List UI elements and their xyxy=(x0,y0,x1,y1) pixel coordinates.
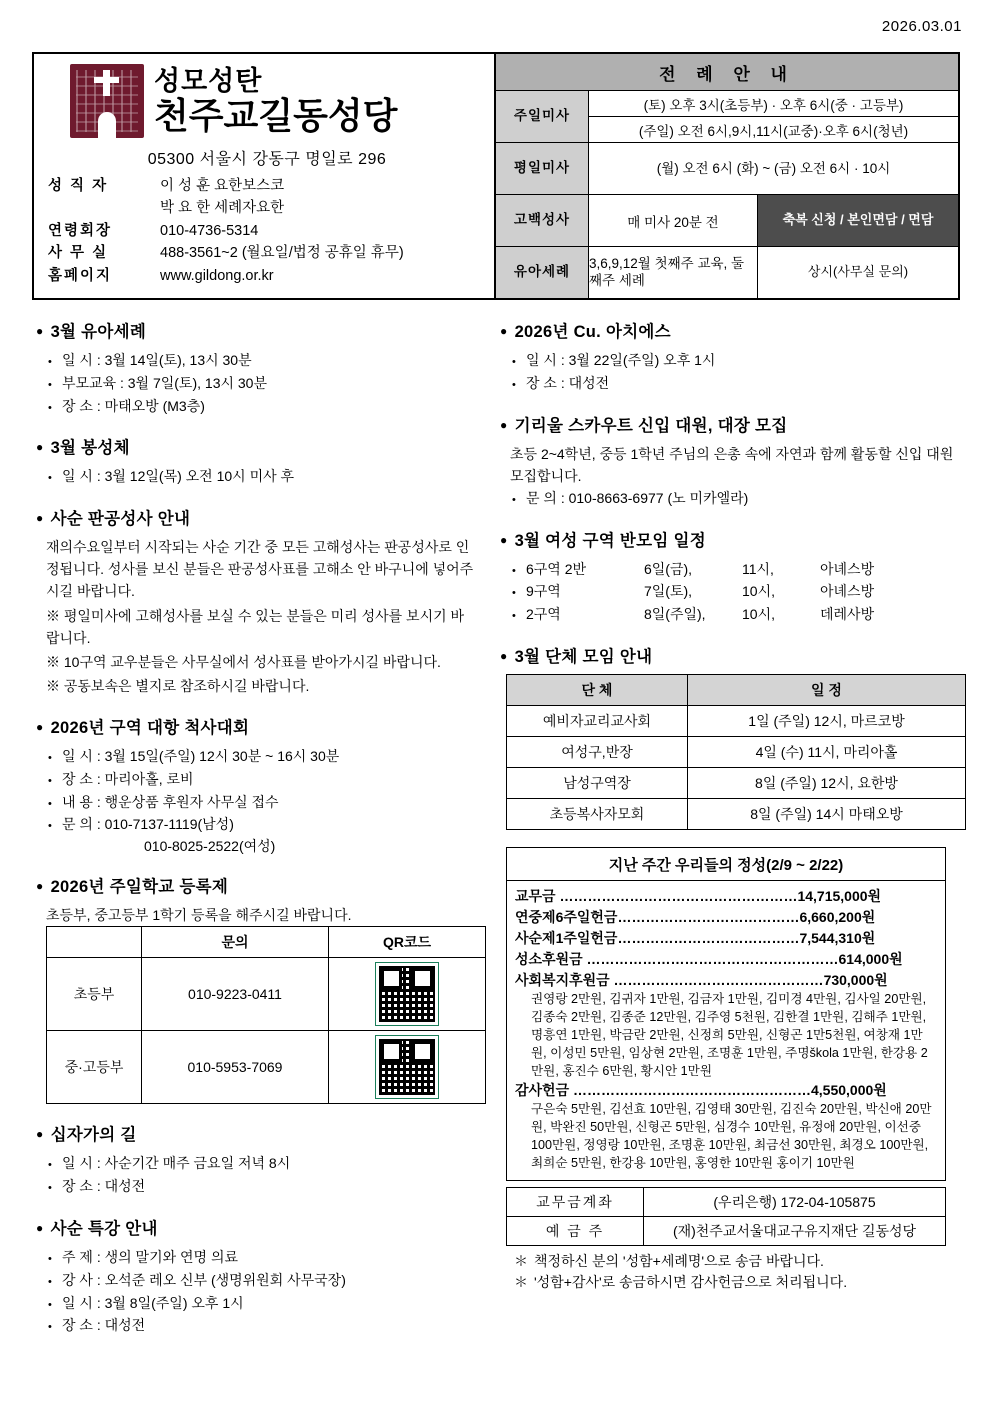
list-item-text: 일 시 : 3월 12일(목) 오전 10시 미사 후 xyxy=(62,468,295,485)
zone-place: 데레사방 xyxy=(820,606,875,623)
dot-icon: • xyxy=(512,378,516,391)
dot-icon: • xyxy=(48,1159,52,1172)
contact-value: 이 성 훈 요한보스코 xyxy=(160,178,285,194)
col-header-schedule: 일 정 xyxy=(688,675,966,706)
qr-code-cell[interactable] xyxy=(329,958,486,1031)
section-scout-recruit xyxy=(500,412,960,510)
row-phone: 010-5953-7069 xyxy=(142,1031,329,1104)
donation-amount: 730,000원 xyxy=(823,972,888,989)
donation-label: 감사헌금 xyxy=(515,1082,570,1099)
list-item-text: 장 소 : 대성전 xyxy=(62,1317,146,1334)
list-item xyxy=(512,603,960,626)
liturgy-schedule xyxy=(496,54,958,298)
list-item xyxy=(512,580,960,603)
donation-label: 사순제1주일헌금 xyxy=(515,930,618,947)
dot-icon: • xyxy=(48,1321,52,1334)
list-item xyxy=(48,349,476,372)
contact-label: 사 무 실 xyxy=(48,245,109,262)
section-group-meetings xyxy=(500,643,960,830)
section-title: 십자가의 길 xyxy=(50,1126,137,1145)
footnote-item xyxy=(514,1272,954,1293)
list-item xyxy=(48,395,476,418)
list-item xyxy=(48,1292,476,1315)
bullet-icon: ● xyxy=(500,649,508,664)
section-paragraph: 초등 2~4학년, 중등 1학년 주님의 은총 속에 자연과 함께 활동할 신입 대원 모집합니다. xyxy=(510,445,954,484)
church-logo-icon xyxy=(70,64,144,138)
masthead xyxy=(32,52,960,300)
donation-label: 성소후원금 xyxy=(515,951,583,968)
contact-subvalue: 박 요 한 세례자요한 xyxy=(160,200,285,217)
list-item xyxy=(48,1246,476,1269)
donation-line: 사회복지후원금 ………………………………………730,000원 xyxy=(515,972,888,989)
list-item xyxy=(512,349,960,372)
list-item-text: 주 제 : 생의 말기와 연명 의료 xyxy=(62,1249,238,1265)
list-item-text: 일 시 : 3월 15일(주일) 12시 30분 ~ 16시 30분 xyxy=(62,748,340,765)
section-items xyxy=(36,349,476,417)
group-meeting-table xyxy=(506,674,966,830)
section-yut-tournament xyxy=(36,714,476,856)
list-item-text: 문 의 : 010-8663-6977 (노 미카엘라) xyxy=(526,489,749,506)
contact-value: 010-4736-5314 xyxy=(160,222,259,239)
account-value: (재)천주교서울대교구유지재단 길동성당 xyxy=(644,1216,946,1245)
col-header-group: 단 체 xyxy=(507,675,688,706)
section-title: 3월 단체 모임 안내 xyxy=(514,648,653,667)
section-title: 2026년 Cu. 아치에스 xyxy=(514,323,671,341)
account-label: 교무금계좌 xyxy=(507,1187,644,1216)
dot-icon: • xyxy=(512,610,516,623)
schedule-value-split xyxy=(589,195,958,246)
parish-contact-list xyxy=(48,175,486,287)
list-item-text: 일 시 : 사순기간 매주 금요일 저녁 8시 xyxy=(62,1155,291,1172)
section-title: 3월 유아세례 xyxy=(50,323,147,341)
dot-icon: • xyxy=(48,1182,52,1195)
section-extra: 010-8025-2522(여성) xyxy=(144,838,276,855)
contact-value: 488-3561~2 (월요일/법정 공휴일 휴무) xyxy=(160,245,404,262)
list-item-text: 일 시 : 3월 14일(토), 13시 30분 xyxy=(62,352,252,368)
group-schedule: 1일 (주일) 12시, 마르코방 xyxy=(688,706,966,737)
list-item-text: 부모교육 : 3월 7일(토), 13시 30분 xyxy=(62,374,267,391)
section-items xyxy=(36,465,476,488)
list-item xyxy=(48,1314,476,1337)
list-item-text: 문 의 : 010-7137-1119(남성) xyxy=(62,816,234,833)
contact-label: 성 직 자 xyxy=(48,178,109,194)
list-item-text: 일 시 : 3월 22일(주일) 오후 1시 xyxy=(526,352,716,368)
dot-icon: • xyxy=(48,774,52,787)
section-title: 2026년 주일학교 등록제 xyxy=(50,878,229,897)
section-items xyxy=(500,487,960,510)
schedule-row-confession xyxy=(496,195,958,247)
group-name: 예비자교리교사회 xyxy=(507,706,688,737)
account-label: 예 금 주 xyxy=(507,1216,644,1245)
schedule-value: 매 미사 20분 전 xyxy=(589,195,758,246)
row-label: 중·고등부 xyxy=(47,1031,142,1104)
list-item xyxy=(48,372,476,395)
section-items xyxy=(500,349,960,395)
schedule-values xyxy=(589,91,958,142)
sunday-school-table xyxy=(46,926,486,1104)
section-items xyxy=(36,745,476,836)
schedule-value: 3,6,9,12월 첫째주 교육, 둘째주 세례 xyxy=(589,247,758,298)
donation-footnotes xyxy=(506,1251,954,1293)
table-row xyxy=(47,1031,486,1104)
donation-amount: 7,544,310원 xyxy=(799,930,876,947)
list-item xyxy=(48,1175,476,1198)
schedule-highlight: 축복 신청 / 본인면담 / 면담 xyxy=(758,195,958,246)
list-item-text: 내 용 : 행운상품 후원자 사무실 접수 xyxy=(62,793,279,810)
account-table xyxy=(506,1187,946,1246)
footnote-text: '성함+감사'로 송금하시면 감사헌금으로 처리됩니다. xyxy=(534,1273,848,1290)
table-row xyxy=(507,737,966,768)
table-row xyxy=(507,799,966,830)
donation-line: 사순제1주일헌금…………………………………7,544,310원 xyxy=(515,930,876,947)
section-paragraph: 재의수요일부터 시작되는 사순 기간 중 모든 고해성사는 판공성사로 인정됩니다. 성사를 보신 분들은 판공성사표를 고해소 안 바구니에 넣어주시길 바랍니다. xyxy=(46,539,474,600)
issue-date: 2026.03.01 xyxy=(881,18,962,35)
section-items xyxy=(36,1246,476,1337)
schedule-value: (주일) 오전 6시,9시,11시(교중)·오후 6시(청년) xyxy=(638,123,909,139)
contact-row xyxy=(48,175,486,197)
zone-place: 아녜스방 xyxy=(820,583,875,600)
asterisk-icon: ＊ xyxy=(514,1273,528,1290)
section-title: 사순 특강 안내 xyxy=(50,1220,158,1238)
schedule-key: 고백성사 xyxy=(496,195,589,246)
donation-line: 감사헌금 ……………………………………………4,550,000원 xyxy=(515,1082,887,1099)
dot-icon: • xyxy=(512,587,516,600)
schedule-key: 주일미사 xyxy=(496,91,589,142)
section-infant-baptism xyxy=(36,318,476,417)
col-header-qr: QR코드 xyxy=(329,927,486,958)
zone-day: 7일(토), xyxy=(644,583,693,600)
table-row xyxy=(507,1216,946,1245)
logo-top-line: 성모성탄 xyxy=(154,66,263,96)
dot-icon: • xyxy=(48,1253,52,1265)
schedule-note: 상시(사무실 문의) xyxy=(807,264,909,280)
donation-amount: 614,000원 xyxy=(838,951,903,968)
logo-text xyxy=(154,68,397,134)
donation-amount: 14,715,000원 xyxy=(797,888,882,905)
table-header-row xyxy=(507,675,966,706)
list-item-text: 장 소 : 대성전 xyxy=(62,1178,146,1195)
schedule-row-sunday xyxy=(496,91,958,143)
col-header-blank xyxy=(47,927,142,958)
parish-identity xyxy=(34,54,496,298)
section-title: 3월 여성 구역 반모임 일정 xyxy=(514,531,706,550)
list-item xyxy=(48,791,476,814)
bullet-icon: ● xyxy=(36,720,44,735)
contact-label: 홈페이지 xyxy=(48,267,113,284)
schedule-grid xyxy=(496,91,958,298)
list-item-text: 장 소 : 대성전 xyxy=(526,374,610,391)
list-item xyxy=(512,372,960,395)
list-item-text: 장 소 : 마리아홀, 로비 xyxy=(62,770,194,787)
section-way-of-cross xyxy=(36,1121,476,1198)
donation-line: 성소후원금 ………………………………………………614,000원 xyxy=(515,951,903,968)
section-note: ※ 평일미사에 고해성사를 보실 수 있는 분들은 미리 성사를 보시기 바랍니다. xyxy=(46,607,465,646)
logo-row xyxy=(48,64,486,138)
bullet-icon: ● xyxy=(36,324,44,338)
section-title: 사순 판공성사 안내 xyxy=(50,510,191,529)
section-note: ※ 10구역 교우분들은 사무실에서 성사표를 받아가시길 바랍니다. xyxy=(46,653,441,670)
dot-icon: • xyxy=(48,752,52,765)
section-lent-confession xyxy=(36,505,476,697)
bullet-icon: ● xyxy=(36,440,44,455)
list-item-text: 강 사 : 오석준 레오 신부 (생명위원회 사무국장) xyxy=(62,1271,346,1288)
qr-code-icon[interactable] xyxy=(376,1036,438,1098)
zone-name: 2구역 xyxy=(526,606,561,623)
schedule-key: 평일미사 xyxy=(496,143,589,194)
left-column xyxy=(36,318,476,1354)
footnote-item xyxy=(514,1251,954,1272)
dot-icon: • xyxy=(48,797,52,810)
donation-amount: 4,550,000원 xyxy=(811,1082,887,1099)
schedule-value: (월) 오전 6시 (화) ~ (금) 오전 6시 · 10시 xyxy=(656,160,891,176)
list-item-text: 장 소 : 마태오방 (M3층) xyxy=(62,397,205,414)
donation-label: 교무금 xyxy=(515,888,556,905)
bullet-icon: ● xyxy=(36,511,44,526)
qr-code-icon[interactable] xyxy=(376,963,438,1025)
donation-body xyxy=(507,881,945,1180)
donation-box xyxy=(506,847,946,1181)
list-item xyxy=(48,768,476,791)
section-items xyxy=(36,1152,476,1198)
section-sunday-school xyxy=(36,873,476,1104)
logo-main-line: 천주교길동성당 xyxy=(154,95,398,136)
col-header-contact: 문의 xyxy=(142,927,329,958)
website-link[interactable]: www.gildong.or.kr xyxy=(160,267,274,284)
table-row xyxy=(507,706,966,737)
list-item xyxy=(512,558,960,581)
zone-place: 아녜스방 xyxy=(820,560,875,577)
schedule-row-weekday xyxy=(496,143,958,195)
parish-address: 05300 서울시 강동구 명일로 296 xyxy=(147,151,387,168)
donation-label: 연중제6주일헌금 xyxy=(515,909,618,926)
bullet-icon: ● xyxy=(500,417,508,432)
schedule-title: 전 례 안 내 xyxy=(496,54,958,91)
asterisk-icon: ＊ xyxy=(514,1252,528,1269)
dot-icon: • xyxy=(48,1275,52,1288)
list-item xyxy=(512,487,960,510)
bullet-icon: ● xyxy=(500,324,508,338)
group-schedule: 4일 (수) 11시, 마리아홀 xyxy=(688,737,966,768)
dot-icon: • xyxy=(48,401,52,414)
bullet-icon: ● xyxy=(36,1127,44,1142)
zone-time: 10시, xyxy=(742,606,775,623)
section-title: 기리울 스카우트 신입 대원, 대장 모집 xyxy=(514,416,788,435)
donation-thanks-names: 구은숙 5만원, 김선효 10만원, 김영태 30만원, 김진숙 20만원, 박신애 20만원, 박완진 50만원, 신형곤 5만원, 심경수 10만원, 유정애 20만원, 이선중 100만원, 정영랑 10만원, 조명훈 10만원, 최금선 30만원, 최경오 100만원, 최희순 5만원, 한강용 10만원, 홍영한 10만원 홍이기 10만원 xyxy=(531,1102,932,1171)
zone-name: 6구역 2반 xyxy=(526,560,587,577)
section-curia-acies xyxy=(500,318,960,395)
zone-time: 11시, xyxy=(742,560,774,577)
list-item xyxy=(48,745,476,768)
zone-day: 8일(주일), xyxy=(644,606,706,623)
group-name: 초등복사자모회 xyxy=(507,799,688,830)
schedule-row-baptism xyxy=(496,247,958,298)
group-schedule: 8일 (주일) 14시 마태오방 xyxy=(688,799,966,830)
dot-icon: • xyxy=(48,472,52,485)
zone-time: 10시, xyxy=(742,583,775,600)
contact-row xyxy=(48,220,486,242)
section-items xyxy=(500,558,960,626)
qr-code-cell[interactable] xyxy=(329,1031,486,1104)
list-item-text: 일 시 : 3월 8일(주일) 오후 1시 xyxy=(62,1294,244,1311)
bullet-icon: ● xyxy=(36,879,44,894)
donation-title: 지난 주간 우리들의 정성(2/9 ~ 2/22) xyxy=(507,848,945,881)
schedule-value: (토) 오후 3시(초등부) · 오후 6시(중 · 고등부) xyxy=(589,91,958,117)
dot-icon: • xyxy=(48,1298,52,1311)
contact-row xyxy=(48,265,486,287)
donation-amount: 6,660,200원 xyxy=(799,909,876,926)
section-paragraph: 초등부, 중고등부 1학기 등록을 해주시길 바랍니다. xyxy=(46,907,352,924)
table-row xyxy=(507,1187,946,1216)
table-row xyxy=(47,958,486,1031)
zone-name: 9구역 xyxy=(526,583,561,600)
table-row xyxy=(507,768,966,799)
donation-line: 연중제6주일헌금…………………………………6,660,200원 xyxy=(515,909,876,926)
donation-welfare-names: 권영랑 2만원, 김귀자 1만원, 김금자 1만원, 김미경 4만원, 김사일 20만원, 김종숙 2만원, 김종준 12만원, 김주영 5천원, 김한결 1만원, 김해주 1만원, 명흥연 1만원, 박금란 2만원, 신정희 5만원, 신형곤 1만5천원, 여창재 1만원, 이성민 5만원, 임상현 2만원, 조명훈 1만원, 주명škola 1만원, 한강용 2만원, 홍진수 6만원, 황시안 1만원 xyxy=(531,992,928,1078)
footnote-text: 책정하신 분의 '성함+세례명'으로 송금 바랍니다. xyxy=(534,1252,824,1269)
schedule-key: 유아세례 xyxy=(496,247,589,298)
donation-line: 교무금 ……………………………………………14,715,000원 xyxy=(515,888,882,905)
row-label: 초등부 xyxy=(47,958,142,1031)
dot-icon: • xyxy=(48,820,52,833)
contact-row xyxy=(48,242,486,264)
section-lent-lecture xyxy=(36,1215,476,1337)
list-item xyxy=(48,813,476,836)
contact-label: 연령회장 xyxy=(48,222,113,239)
section-women-zone-meetings xyxy=(500,527,960,626)
group-name: 여성구,반장 xyxy=(507,737,688,768)
section-title: 2026년 구역 대항 척사대회 xyxy=(50,719,250,738)
group-schedule: 8일 (주일) 12시, 요한방 xyxy=(688,768,966,799)
right-column xyxy=(500,318,960,1293)
list-item xyxy=(48,1269,476,1292)
section-communion-visit xyxy=(36,434,476,488)
dot-icon: • xyxy=(48,378,52,391)
bullet-icon: ● xyxy=(500,532,508,547)
list-item xyxy=(48,1152,476,1175)
bullet-icon: ● xyxy=(36,1221,44,1235)
dot-icon: • xyxy=(512,493,516,506)
section-note: ※ 공동보속은 별지로 참조하시길 바랍니다. xyxy=(46,677,310,694)
zone-day: 6일(금), xyxy=(644,560,693,577)
section-title: 3월 봉성체 xyxy=(50,439,130,458)
dot-icon: • xyxy=(512,564,516,577)
group-name: 남성구역장 xyxy=(507,768,688,799)
list-item xyxy=(48,465,476,488)
dot-icon: • xyxy=(512,356,516,368)
row-phone: 010-9223-0411 xyxy=(142,958,329,1031)
dot-icon: • xyxy=(48,356,52,368)
donation-label: 사회복지후원금 xyxy=(515,972,610,989)
table-header-row xyxy=(47,927,486,958)
schedule-value-split xyxy=(589,247,958,298)
account-value: (우리은행) 172-04-105875 xyxy=(644,1187,946,1216)
